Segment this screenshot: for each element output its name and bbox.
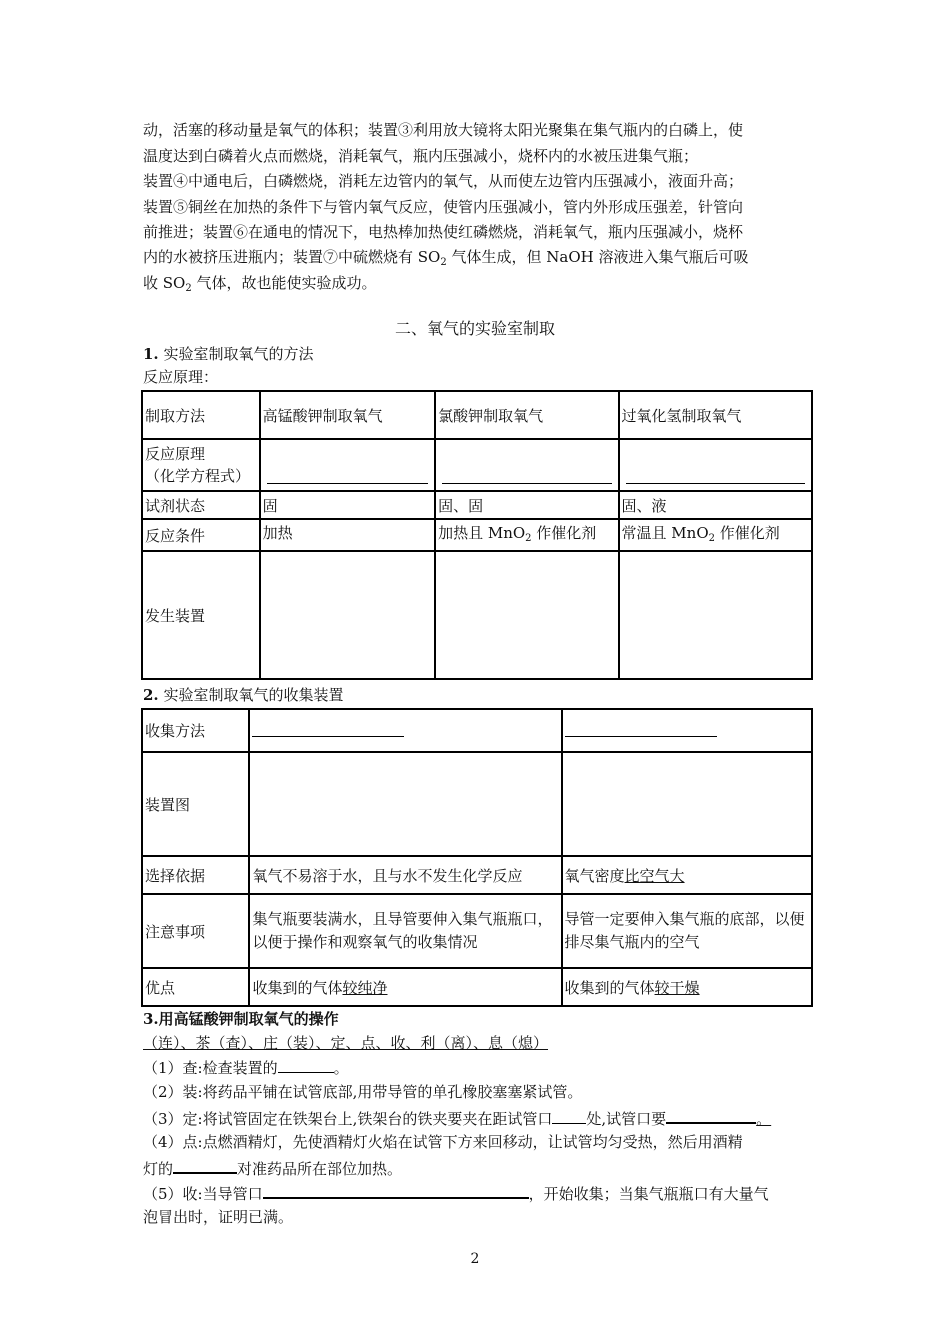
collection-methods-table xyxy=(141,708,813,1007)
table-row xyxy=(142,894,812,968)
text-run: ，开始收集；当集气瓶瓶口有大量气 xyxy=(528,1185,769,1203)
s3-mnemonic: （连）、茶（查）、庄（装）、定、点、收、利（离）、息（熄） xyxy=(143,1034,549,1052)
table-cell: 集气瓶要装满水，且导管要伸入集气瓶瓶口，以便于操作和观察氧气的收集情况 xyxy=(249,894,561,968)
answer-blank[interactable] xyxy=(552,1107,586,1124)
text-run: 。 xyxy=(333,1059,349,1077)
underlined-answer: 比空气大 xyxy=(624,866,685,885)
row-label: 反应条件 xyxy=(142,519,260,551)
apparatus-drawing-cell[interactable] xyxy=(619,551,812,679)
table-cell xyxy=(562,856,812,894)
row-label xyxy=(142,439,260,491)
table-row xyxy=(142,391,812,439)
table-row xyxy=(142,856,812,894)
answer-cell[interactable] xyxy=(249,709,561,752)
s2-title: 实验室制取氧气的收集装置 xyxy=(158,686,344,704)
answer-blank[interactable] xyxy=(278,1056,334,1073)
row-label: 选择依据 xyxy=(142,856,249,894)
s3-step-5-line-2: 泡冒出时，证明已满。 xyxy=(143,1208,294,1226)
text-run: 氧气密度 xyxy=(564,866,625,885)
row-label: 注意事项 xyxy=(142,894,249,968)
s1-title: 实验室制取氧气的方法 xyxy=(158,345,314,363)
intro-line-5: 前推进；装置⑥在通电的情况下，电热棒加热使红磷燃烧，消耗氧气，瓶内压强减小，烧杯 xyxy=(143,223,744,241)
answer-blank[interactable] xyxy=(565,720,717,737)
s3-step-2: （2）装:将药品平铺在试管底部,用带导管的单孔橡胶塞塞紧试管。 xyxy=(143,1083,583,1101)
intro-line-6 xyxy=(143,246,748,268)
table-cell xyxy=(249,968,561,1006)
intro-line-3: 装置④中通电后，白磷燃烧，消耗左边管内的氧气，从而使左边管内压强减小，液面升高； xyxy=(143,172,744,190)
answer-cell[interactable] xyxy=(562,709,812,752)
header-cell: 过氧化氢制取氧气 xyxy=(619,391,812,439)
answer-blank[interactable] xyxy=(263,1181,529,1199)
intro-line-6-a: 内的水被挤压进瓶内；装置⑦中硫燃烧有 SO xyxy=(143,248,441,266)
table-cell xyxy=(619,519,812,551)
text-run: 常温且 MnO xyxy=(621,524,709,542)
text-run: （1）查:检查装置的 xyxy=(143,1059,278,1077)
text-run: 作催化剂 xyxy=(715,524,780,542)
s3-step-4-line-2 xyxy=(143,1156,402,1180)
table-cell: 氧气不易溶于水，且与水不发生化学反应 xyxy=(249,856,561,894)
so2-subscript: 2 xyxy=(440,257,447,268)
text-run: （5）收:当导管口 xyxy=(143,1185,263,1203)
s1-heading xyxy=(143,343,313,365)
intro-line-1: 动，活塞的移动量是氧气的体积；装置③利用放大镜将太阳光聚集在集气瓶内的白磷上，使 xyxy=(143,121,744,139)
header-cell: 制取方法 xyxy=(142,391,260,439)
text-run: 处,试管口要 xyxy=(586,1110,667,1128)
text-run: 收集到的气体 xyxy=(252,978,343,997)
text-run: 。 xyxy=(756,1110,772,1128)
text-run: 加热且 MnO xyxy=(438,524,526,542)
text-run: 作催化剂 xyxy=(531,524,597,542)
row-label-line-2: （化学方程式） xyxy=(145,467,251,485)
s3-heading: 3.用高锰酸钾制取氧气的操作 xyxy=(143,1010,339,1028)
equation-blank-cell[interactable] xyxy=(260,439,435,491)
section-title: 二、氧气的实验室制取 xyxy=(394,319,555,338)
s1-subheading: 反应原理： xyxy=(143,368,219,386)
table-row xyxy=(142,709,812,752)
s1-number: 1. xyxy=(143,345,159,363)
answer-blank[interactable] xyxy=(666,1106,756,1124)
s3-step-5-line-1 xyxy=(143,1181,769,1205)
table-cell xyxy=(435,519,618,551)
table-cell xyxy=(562,968,812,1006)
apparatus-drawing-cell[interactable] xyxy=(435,551,618,679)
answer-blank[interactable] xyxy=(442,483,611,484)
mno2-subscript: 2 xyxy=(525,533,532,544)
row-label-line-1: 反应原理 xyxy=(145,445,206,463)
s2-heading xyxy=(143,684,343,706)
table-row xyxy=(142,551,812,679)
table-row xyxy=(142,439,812,491)
answer-blank[interactable] xyxy=(252,720,404,737)
apparatus-drawing-cell[interactable] xyxy=(260,551,435,679)
intro-line-7-a: 收 SO xyxy=(143,274,186,292)
table-cell: 加热 xyxy=(260,519,435,551)
answer-blank[interactable] xyxy=(267,483,428,484)
equation-blank-cell[interactable] xyxy=(435,439,618,491)
text-run: （3）定:将试管固定在铁架台上,铁架台的铁夹要夹在距试管口 xyxy=(143,1110,553,1128)
s3-step-4-line-1: （4）点:点燃酒精灯，先使酒精灯火焰在试管下方来回移动，让试管均匀受热，然后用酒精 xyxy=(143,1133,743,1151)
row-label: 试剂状态 xyxy=(142,491,260,519)
text-run: 灯的 xyxy=(143,1160,174,1178)
s2-number: 2. xyxy=(143,686,159,704)
equation-blank-cell[interactable] xyxy=(619,439,812,491)
table-row xyxy=(142,491,812,519)
header-cell: 氯酸钾制取氧气 xyxy=(435,391,618,439)
page-number: 2 xyxy=(470,1251,480,1267)
table-row xyxy=(142,752,812,856)
row-label: 装置图 xyxy=(142,752,249,856)
intro-line-2: 温度达到白磷着火点而燃烧，消耗氧气，瓶内压强减小，烧杯内的水被压进集气瓶； xyxy=(143,147,699,165)
text-run: 收集到的气体 xyxy=(564,978,655,997)
table-row xyxy=(142,519,812,551)
preparation-methods-table xyxy=(141,390,813,680)
intro-line-7-b: 气体，故也能使实验成功。 xyxy=(191,274,377,292)
table-cell: 固 xyxy=(260,491,435,519)
intro-line-7 xyxy=(143,272,377,294)
row-label: 收集方法 xyxy=(142,709,249,752)
row-label: 发生装置 xyxy=(142,551,260,679)
text-run: 对准药品所在部位加热。 xyxy=(237,1160,403,1178)
table-cell: 固、液 xyxy=(619,491,812,519)
table-cell: 固、固 xyxy=(435,491,618,519)
table-row xyxy=(142,968,812,1006)
intro-line-6-b: 气体生成，但 NaOH 溶液进入集气瓶后可吸 xyxy=(446,248,749,266)
apparatus-drawing-cell[interactable] xyxy=(249,752,561,856)
underlined-answer: 较干燥 xyxy=(654,978,700,997)
mno2-subscript: 2 xyxy=(708,533,715,544)
underlined-answer: 较纯净 xyxy=(342,978,388,997)
s3-step-1 xyxy=(143,1056,349,1079)
header-cell: 高锰酸钾制取氧气 xyxy=(260,391,435,439)
s3-step-3 xyxy=(143,1106,771,1130)
row-label: 优点 xyxy=(142,968,249,1006)
intro-line-4: 装置⑤铜丝在加热的条件下与管内氧气反应，使管内压强减小，管内外形成压强差，针管向 xyxy=(143,198,744,216)
so2-subscript: 2 xyxy=(185,283,192,294)
answer-blank[interactable] xyxy=(626,483,805,484)
apparatus-drawing-cell[interactable] xyxy=(562,752,812,856)
answer-blank[interactable] xyxy=(173,1156,237,1174)
table-cell: 导管一定要伸入集气瓶的底部，以便排尽集气瓶内的空气 xyxy=(562,894,812,968)
